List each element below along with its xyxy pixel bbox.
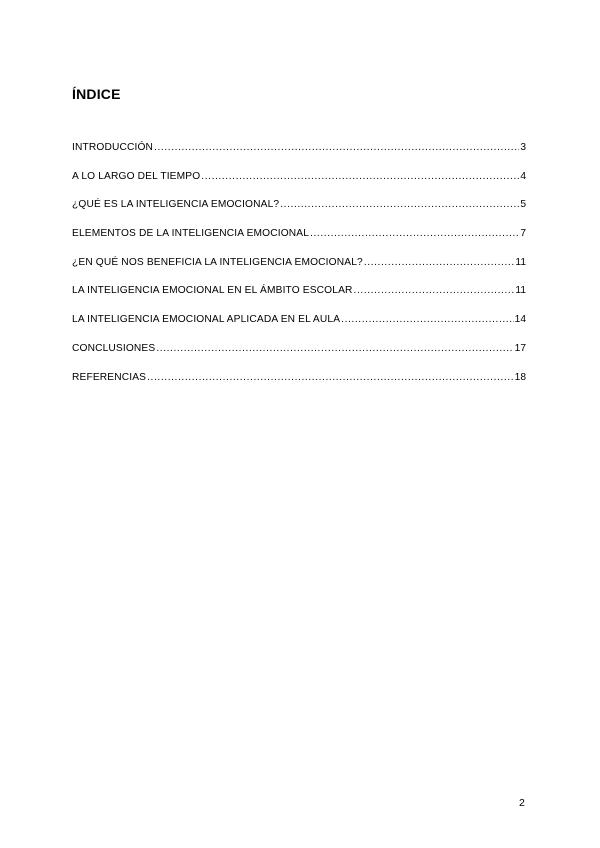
toc-entry-page: 11 [515,285,526,297]
toc-entry-label: INTRODUCCIÓN [72,142,154,153]
toc-entry-ambito-escolar[interactable] [72,285,526,314]
toc-entry-page: 5 [520,199,526,211]
toc-entry-label: ELEMENTOS DE LA INTELIGENCIA EMOCIONAL [72,228,310,240]
toc-entry-label: CONCLUSIONES [72,342,156,354]
toc-dot-leader [364,257,515,268]
toc-dot-leader [354,285,515,296]
table-of-contents [72,142,526,400]
toc-entry-label: ¿EN QUÉ NOS BENEFICIA LA INTELIGENCIA EMOCIONAL? [72,256,363,268]
toc-dot-leader [341,314,514,325]
toc-entry-label: ¿QUÉ ES LA INTELIGENCIA EMOCIONAL? [72,199,280,211]
toc-entry-conclusiones[interactable] [72,343,526,372]
toc-dot-leader [147,372,514,383]
toc-entry-label: LA INTELIGENCIA EMOCIONAL EN EL ÁMBITO ESCOLAR [72,285,353,297]
toc-entry-elementos[interactable] [72,228,526,257]
toc-entry-beneficia[interactable] [72,257,526,286]
toc-entry-page: 14 [514,314,526,326]
toc-entry-page: 3 [520,142,526,153]
toc-dot-leader [310,228,519,239]
toc-entry-label: REFERENCIAS [72,371,147,383]
toc-entry-page: 11 [515,256,526,268]
toc-entry-label: LA INTELIGENCIA EMOCIONAL APLICADA EN EL AULA [72,314,341,326]
page-title: ÍNDICE [72,86,121,102]
toc-entry-a-lo-largo-del-tiempo[interactable] [72,171,526,200]
page-number: 2 [519,797,525,809]
toc-dot-leader [156,343,513,354]
toc-entry-que-es[interactable] [72,199,526,228]
toc-entry-page: 7 [520,228,526,240]
toc-dot-leader [280,199,519,210]
toc-entry-page: 17 [514,342,526,354]
toc-entry-referencias[interactable] [72,372,526,401]
toc-entry-page: 18 [514,371,526,383]
toc-dot-leader [201,171,519,182]
toc-entry-label: A LO LARGO DEL TIEMPO [72,170,201,182]
toc-entry-page: 4 [520,170,526,182]
toc-dot-leader [154,142,519,153]
toc-entry-introduccion[interactable] [72,142,526,171]
toc-entry-aplicada-aula[interactable] [72,314,526,343]
